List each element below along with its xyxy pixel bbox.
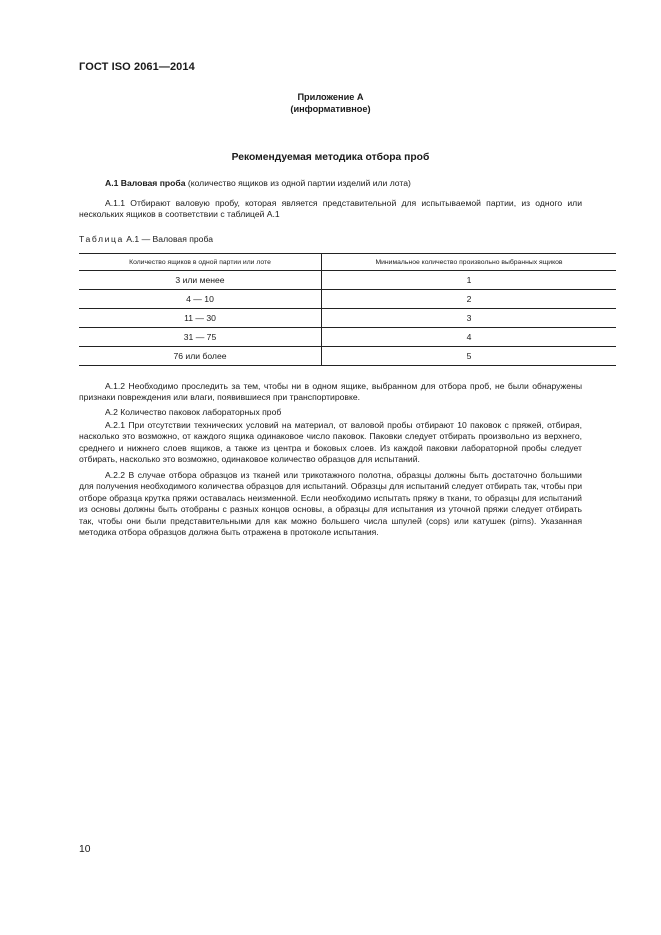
- table-header-min: Минимальное количество произвольно выбранных ящиков: [322, 254, 617, 271]
- paragraph-a2-2: А.2.2 В случае отбора образцов из тканей или трикотажного полотна, образцы должны быть достаточно большими для получения необходимого количества образцов для испытаний. Образцы для испытаний следует отбирать так, чтобы при отборе образца крутка пряжи оставалась неизменной. Если необходимо испытать пряжу в ткани, то образцы для испытаний из основы должны быть отобраны с разных концов основы, а образцы для испытания из уточной пряжи следует отбирать так, чтобы они были представительными для как можно большего числа шпулей (cops) или катушек (pirns). Указанная методика отбора образцов должна быть отражена в протоколе испытания.: [79, 470, 582, 538]
- paragraph-a1: [79, 178, 582, 189]
- paragraph-a1-text: (количество ящиков из одной партии изделий или лота): [185, 178, 411, 188]
- sampling-table: [79, 253, 616, 366]
- table-cell-min: 1: [322, 271, 617, 290]
- paragraph-a1-2: А.1.2 Необходимо проследить за тем, чтобы ни в одном ящике, выбранном для отбора проб, не были обнаружены признаки повреждения или влаги, появившиеся при транспортировке.: [79, 381, 582, 403]
- page-number: 10: [79, 844, 91, 855]
- annex-title: Приложение А: [297, 92, 364, 102]
- paragraph-a1-1: А.1.1 Отбирают валовую пробу, которая является представительной для испытываемой партии, из одного или нескольких ящиков в соответствии с таблицей А.1: [79, 198, 582, 220]
- document-header: ГОСТ ISO 2061—2014: [79, 61, 195, 73]
- table-cell-min: 3: [322, 309, 617, 328]
- annex-subtitle: (информативное): [290, 104, 371, 114]
- table-cell-boxes: 11 — 30: [79, 309, 322, 328]
- annex-heading: [79, 91, 582, 115]
- table-cell-boxes: 31 — 75: [79, 328, 322, 347]
- table-row: [79, 347, 616, 366]
- table-caption-prefix: Таблица: [79, 234, 124, 244]
- paragraph-a1-heading: А.1 Валовая проба: [105, 178, 186, 188]
- table-row: [79, 271, 616, 290]
- table-caption: [79, 234, 213, 244]
- table-cell-min: 2: [322, 290, 617, 309]
- paragraph-a2-1: А.2.1 При отсутствии технических условий на материал, от валовой пробы отбирают 10 паковок с пряжей, отбирая, насколько это возможно, от каждого ящика одинаковое число паковок. Паковки следует отбирать произвольно из верхнего, среднего и нижнего слоев ящиков, а также из центра и боковых слоев. Из каждой паковки лабораторной пробы следует отбирать, насколько это возможно, одинаковое количество образцов для испытаний.: [79, 420, 582, 465]
- table-row: [79, 309, 616, 328]
- paragraph-a2: А.2 Количество паковок лабораторных проб: [105, 407, 282, 417]
- table-cell-min: 5: [322, 347, 617, 366]
- table-header-row: [79, 254, 616, 271]
- table-row: [79, 328, 616, 347]
- table-cell-boxes: 76 или более: [79, 347, 322, 366]
- table-caption-rest: А.1 — Валовая проба: [123, 234, 213, 244]
- table-cell-boxes: 4 — 10: [79, 290, 322, 309]
- table-cell-min: 4: [322, 328, 617, 347]
- section-title: Рекомендуемая методика отбора проб: [231, 152, 430, 163]
- table-header-boxes: Количество ящиков в одной партии или лоте: [79, 254, 322, 271]
- table-cell-boxes: 3 или менее: [79, 271, 322, 290]
- table-row: [79, 290, 616, 309]
